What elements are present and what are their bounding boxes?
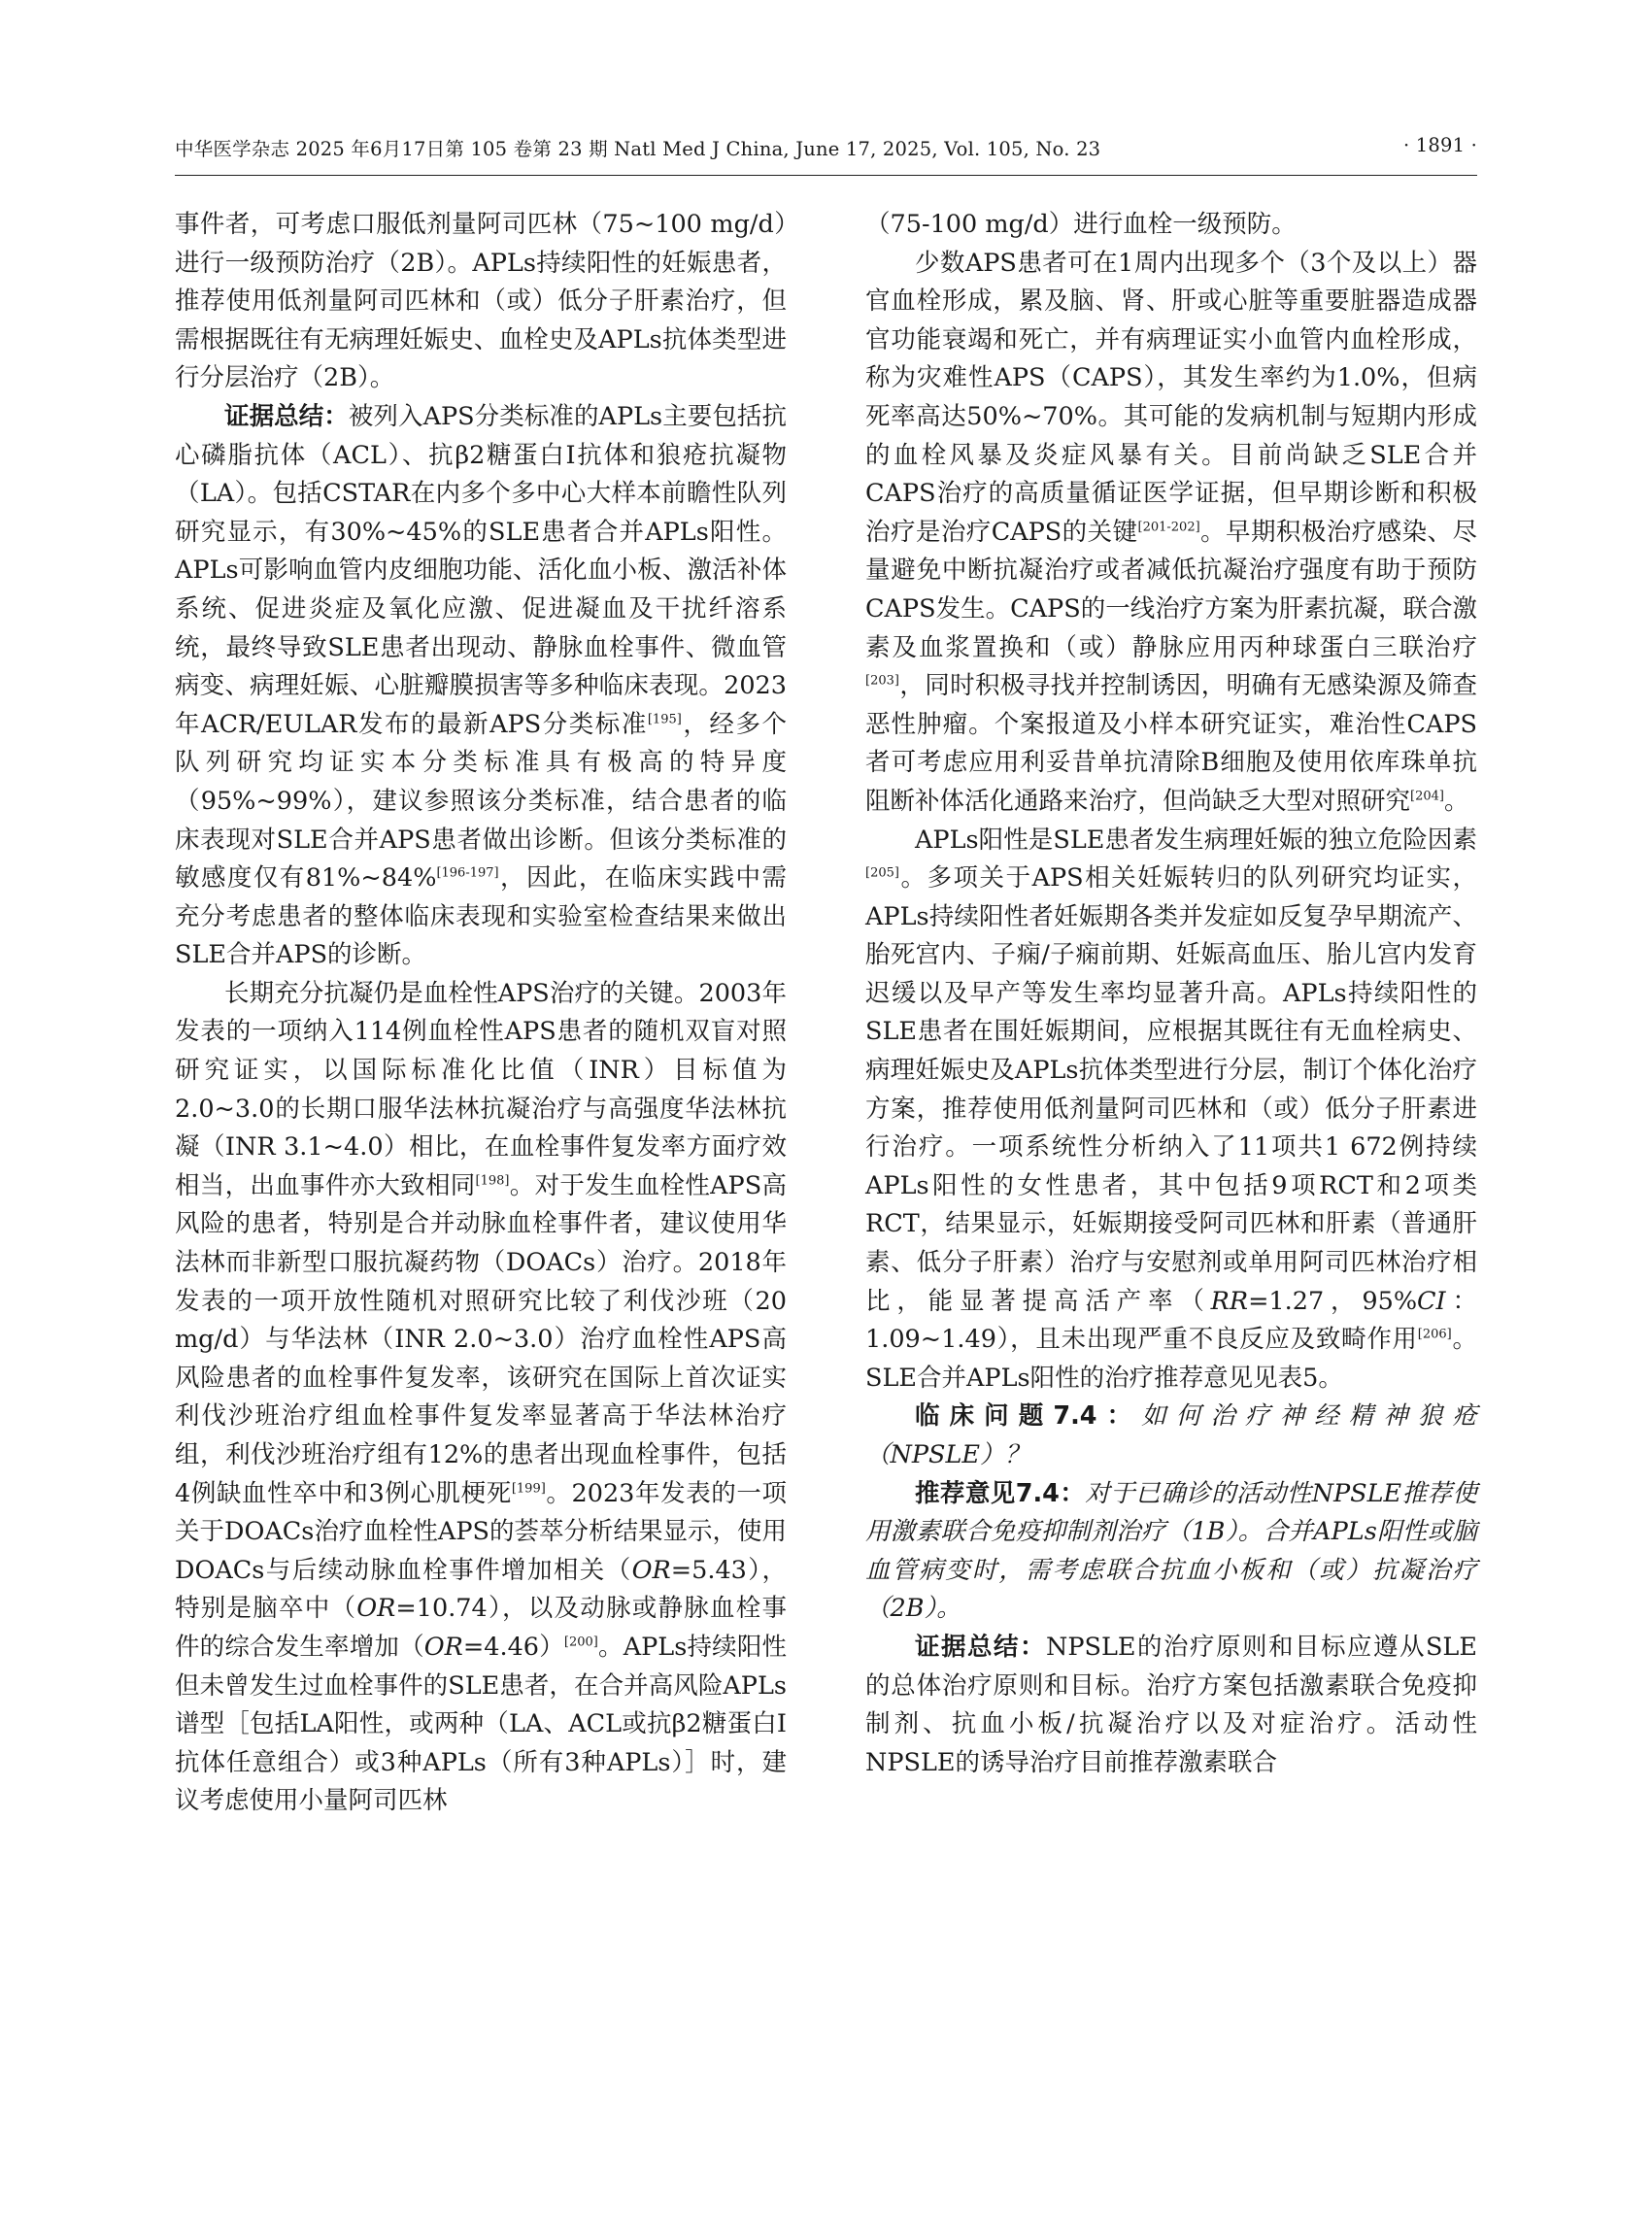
citation: [195] bbox=[647, 712, 682, 727]
section-lead: 临床问题7.4： bbox=[915, 1401, 1142, 1432]
citation: [206] bbox=[1417, 1327, 1452, 1342]
recommendation: 推荐意见7.4：对于已确诊的活动性NPSLE推荐使用激素联合免疫抑制剂治疗（1B）。合并APLs阳性或脑血管病变时，需考虑联合抗血小板和（或）抗凝治疗（2B）。 bbox=[865, 1478, 1477, 1624]
citation: [204] bbox=[1410, 789, 1444, 804]
right-column bbox=[865, 206, 1477, 1782]
citation: [198] bbox=[475, 1173, 510, 1189]
citation: [196-197] bbox=[436, 865, 499, 881]
paragraph: 长期充分抗凝仍是血栓性APS治疗的关键。2003年发表的一项纳入114例血栓性APS患者的随机双盲对照研究证实，以国际标准化比值（INR）目标值为2.0~3.0的长期口服华法林抗凝治疗与高强度华法林抗凝（INR 3.1~4.0）相比，在血栓事件复发率方面疗效相当，出血事件亦大致相同[198]。对于发生血栓性APS高风险的患者，特别是合并动脉血栓事件者，建议使用华法林而非新型口服抗凝药物（DOACs）治疗。2018年发表的一项开放性随机对照研究比较了利伐沙班（20 mg/d）与华法林（INR 2.0~3.0）治疗血栓性APS高风险患者的血栓事件复发率，该研究在国际上首次证实利伐沙班治疗组血栓事件复发率显著高于华法林治疗组，利伐沙班治疗组有12%的患者出现血栓事件，包括4例缺血性卒中和3例心肌梗死[199]。2023年发表的一项关于DOACs治疗血栓性APS的荟萃分析结果显示，使用DOACs与后续动脉血栓事件增加相关（OR=5.43），特别是脑卒中（OR=10.74），以及动脉或静脉血栓事件的综合发生率增加（OR=4.46）[200]。APLs持续阳性但未曾发生过血栓事件的SLE患者，在合并高风险APLs谱型［包括LA阳性，或两种（LA、ACL或抗β2糖蛋白Ⅰ抗体任意组合）或3种APLs（所有3种APLs）］时，建议考虑使用小量阿司匹林 bbox=[175, 978, 787, 1816]
citation: [200] bbox=[563, 1635, 598, 1650]
paragraph: （75-100 mg/d）进行血栓一级预防。 bbox=[865, 210, 1297, 239]
paragraph: 证据总结：被列入APS分类标准的APLs主要包括抗心磷脂抗体（ACL）、抗β2糖蛋白Ⅰ抗体和狼疮抗凝物（LA）。包括CSTAR在内多个多中心大样本前瞻性队列研究显示，有30%~45%的SLE患者合并APLs阳性。APLs可影响血管内皮细胞功能、活化血小板、激活补体系统、促进炎症及氧化应激、促进凝血及干扰纤溶系统，最终导致SLE患者出现动、静脉血栓事件、微血管病变、病理妊娠、心脏瓣膜损害等多种临床表现。2023年ACR/EULAR发布的最新APS分类标准[195]，经多个队列研究均证实本分类标准具有极高的特异度（95%~99%），建议参照该分类标准，结合患者的临床表现对SLE合并APS患者做出诊断。但该分类标准的敏感度仅有81%~84%[196-197]，因此，在临床实践中需充分考虑患者的整体临床表现和实验室检查结果来做出SLE合并APS的诊断。 bbox=[175, 401, 787, 970]
paragraph: 事件者，可考虑口服低剂量阿司匹林（75~100 mg/d）进行一级预防治疗（2B）。APLs持续阳性的妊娠患者，推荐使用低剂量阿司匹林和（或）低分子肝素治疗，但需根据既往有无病理妊娠史、血栓史及APLs抗体类型进行分层治疗（2B）。 bbox=[175, 210, 787, 393]
paragraph: APLs阳性是SLE患者发生病理妊娠的独立危险因素[205]。多项关于APS相关妊娠转归的队列研究均证实，APLs持续阳性者妊娠期各类并发症如反复孕早期流产、胎死宫内、子痫/子痫前期、妊娠高血压、胎儿宫内发育迟缓以及早产等发生率均显著升高。APLs持续阳性的SLE患者在围妊娠期间，应根据其既往有无血栓病史、病理妊娠史及APLs抗体类型进行分层，制订个体化治疗方案，推荐使用低剂量阿司匹林和（或）低分子肝素进行治疗。一项系统性分析纳入了11项共1 672例持续APLs阳性的女性患者，其中包括9项RCT和2项类RCT，结果显示，妊娠期接受阿司匹林和肝素（普通肝素、低分子肝素）治疗与安慰剂或单用阿司匹林治疗相比，能显著提高活产率（RR=1.27，95%CI：1.09~1.49），且未出现严重不良反应及致畸作用[206]。SLE合并APLs阳性的治疗推荐意见见表5。 bbox=[865, 825, 1477, 1393]
paragraph: 证据总结：NPSLE的治疗原则和目标应遵从SLE的总体治疗原则和目标。治疗方案包括激素联合免疫抑制剂、抗血小板/抗凝治疗以及对症治疗。活动性NPSLE的诱导治疗目前推荐激素联合 bbox=[865, 1632, 1477, 1777]
section-lead: 推荐意见7.4： bbox=[915, 1478, 1086, 1508]
section-lead: 证据总结： bbox=[915, 1632, 1046, 1662]
section-lead: 证据总结： bbox=[224, 401, 349, 431]
left-column bbox=[175, 206, 787, 1821]
citation: [201-202] bbox=[1137, 520, 1200, 535]
clinical-question: 临床问题7.4：如何治疗神经精神狼疮（NPSLE）？ bbox=[865, 1401, 1477, 1469]
page-number: · 1891 · bbox=[1402, 134, 1477, 156]
citation: [203] bbox=[865, 673, 899, 689]
paragraph: 少数APS患者可在1周内出现多个（3个及以上）器官血栓形成，累及脑、肾、肝或心脏等重要脏器造成器官功能衰竭和死亡，并有病理证实小血管内血栓形成，称为灾难性APS（CAPS），其发生率约为1.0%，但病死率高达50%~70%。其可能的发病机制与短期内形成的血栓风暴及炎症风暴有关。目前尚缺乏SLE合并CAPS治疗的高质量循证医学证据，但早期诊断和积极治疗是治疗CAPS的关键[201-202]。早期积极治疗感染、尽量避免中断抗凝治疗或者减低抗凝治疗强度有助于预防CAPS发生。CAPS的一线治疗方案为肝素抗凝，联合激素及血浆置换和（或）静脉应用丙种球蛋白三联治疗[203]，同时积极寻找并控制诱因，明确有无感染源及筛查恶性肿瘤。个案报道及小样本研究证实，难治性CAPS者可考虑应用利妥昔单抗清除B细胞及使用依库珠单抗阻断补体活化通路来治疗，但尚缺乏大型对照研究[204]。 bbox=[865, 248, 1477, 816]
journal-citation: 中华医学杂志 2025 年6月17日第 105 卷第 23 期 Natl Med J China, June 17, 2025, Vol. 105, No. 23 bbox=[175, 138, 1101, 160]
citation: [205] bbox=[865, 865, 899, 881]
citation: [199] bbox=[511, 1481, 546, 1497]
header-rule bbox=[175, 175, 1477, 176]
running-header bbox=[175, 134, 1477, 169]
